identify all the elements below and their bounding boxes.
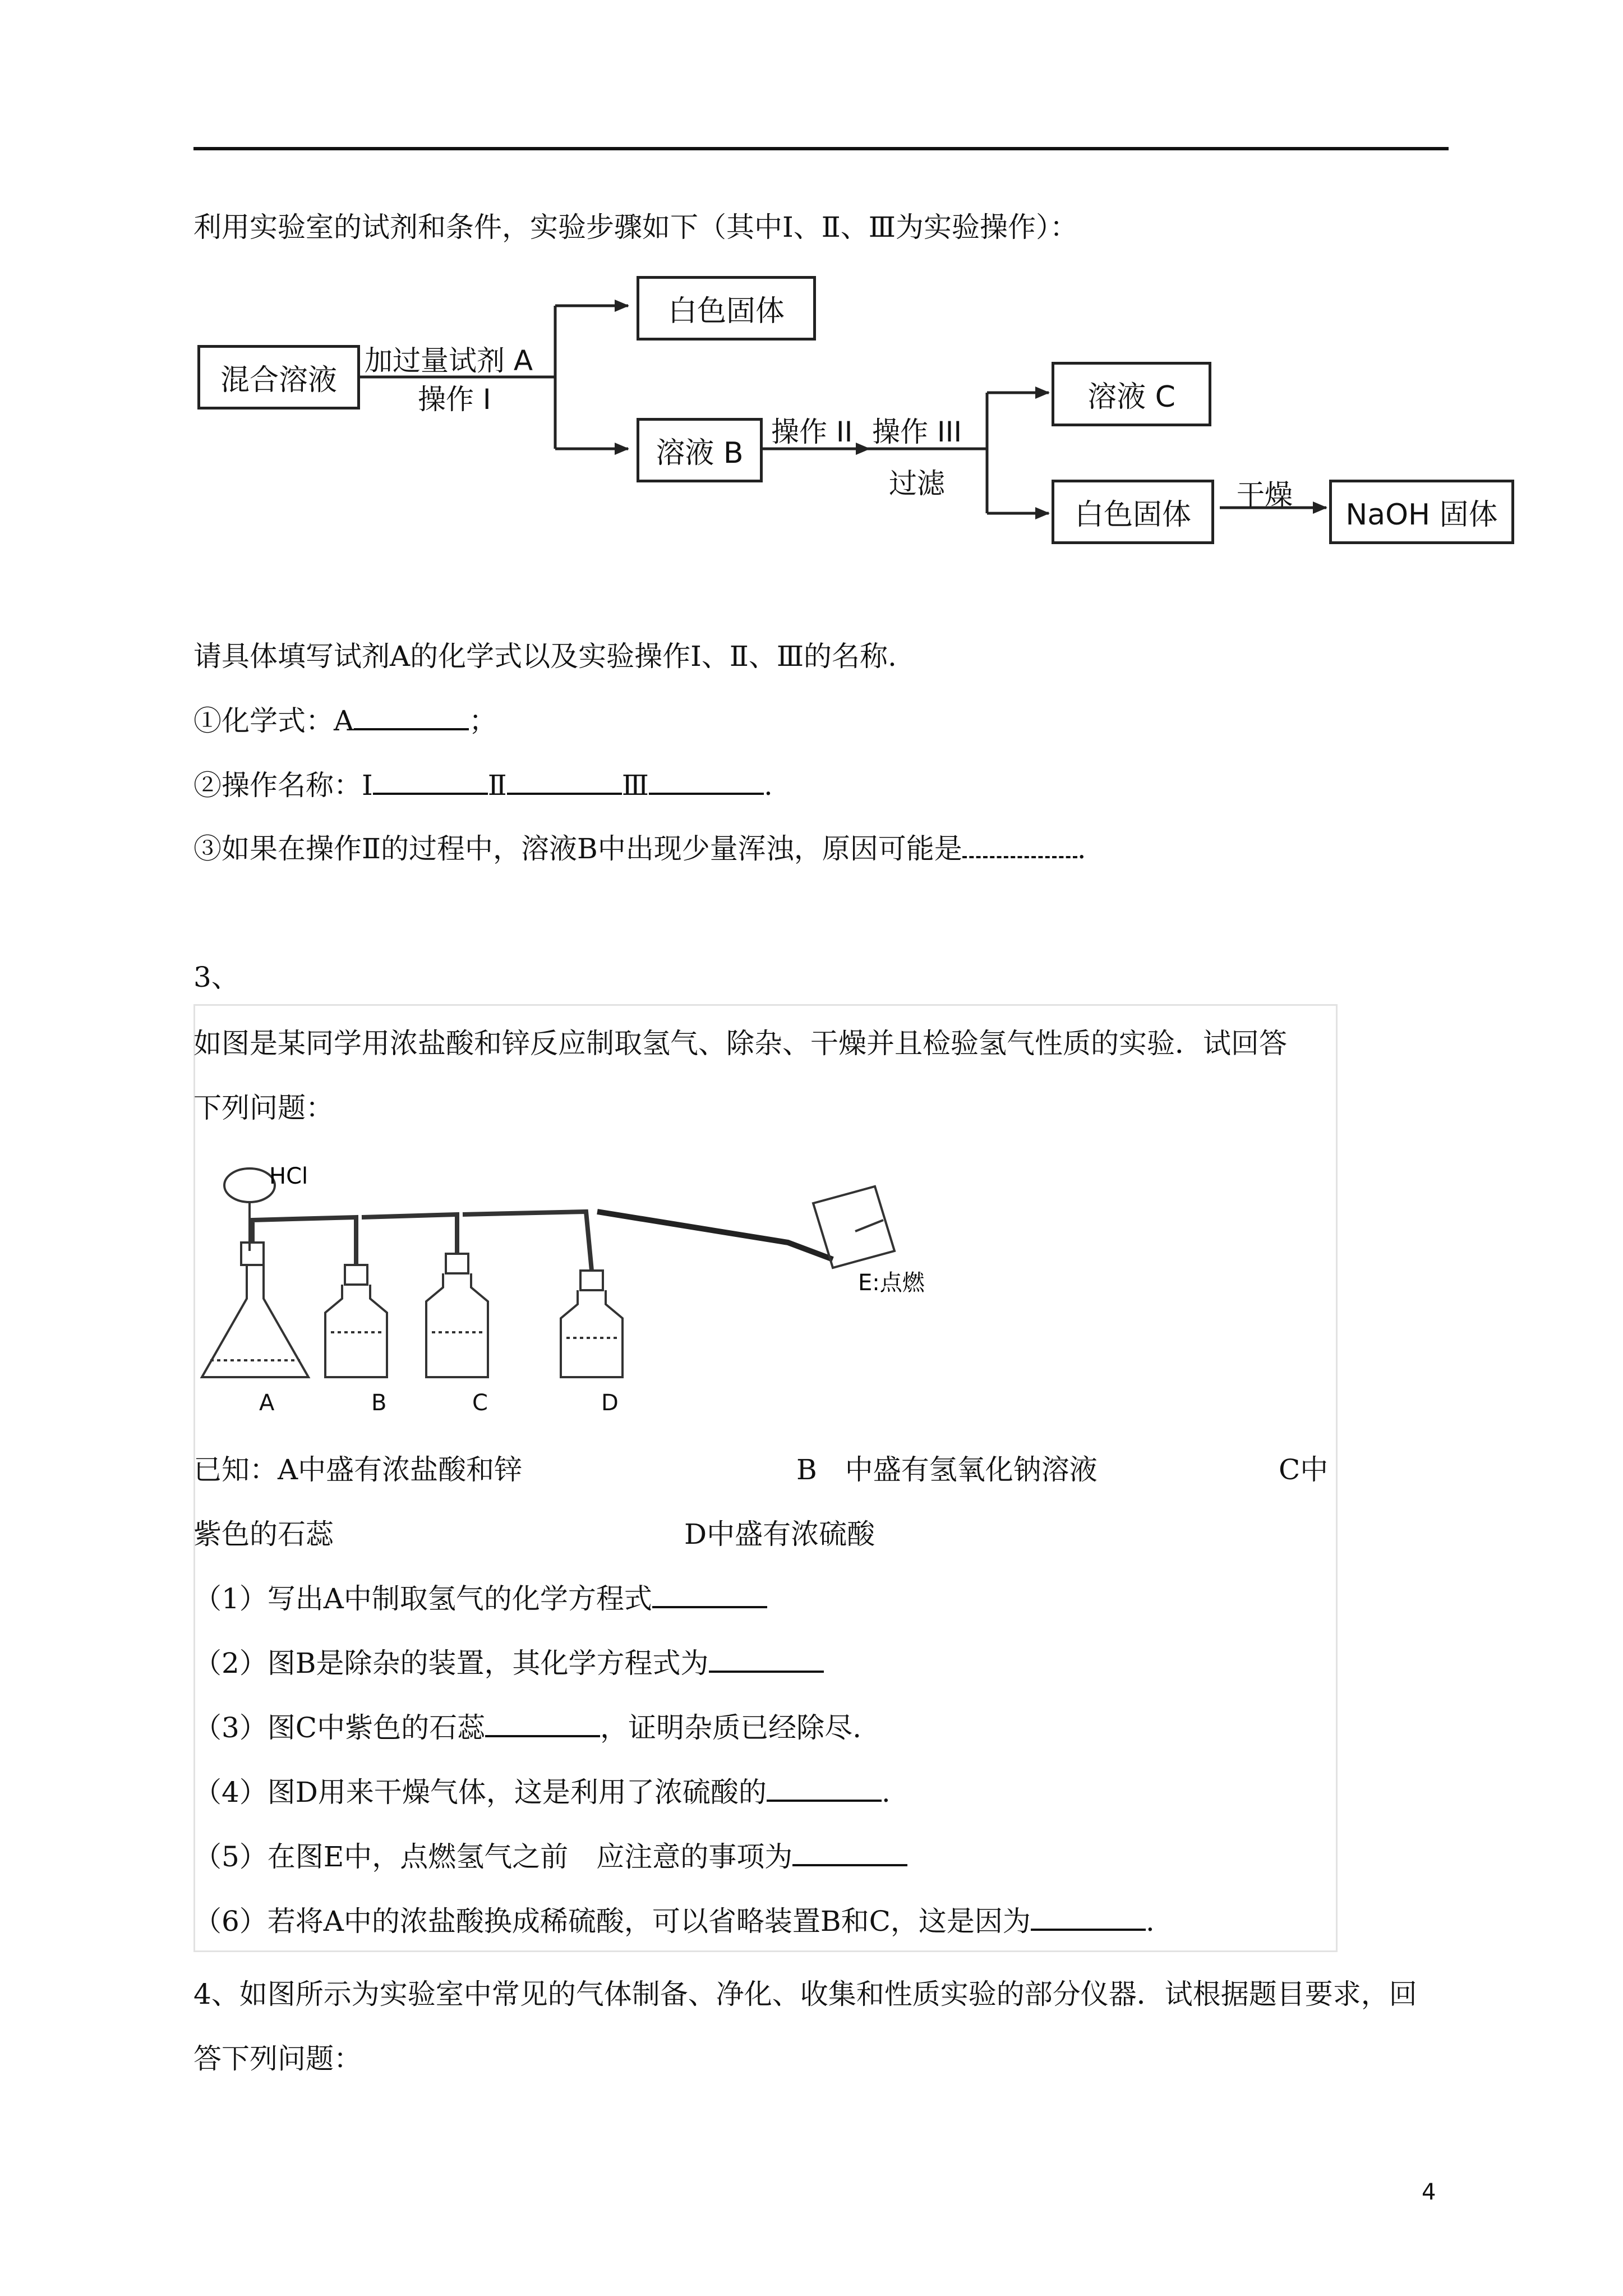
flow-box-naoh: NaOH 固体 <box>1329 480 1514 544</box>
flow-label-op3: 操作 III <box>872 416 962 448</box>
flow-label-op2: 操作 II <box>771 416 853 448</box>
q3-sub3-end: ，证明杂质已经除尽. <box>600 1711 861 1744</box>
flow-box-white-solid-2: 白色固体 <box>1052 480 1214 544</box>
q3-sub6-text: （6）若将A中的浓盐酸换成稀硫酸，可以省略装置B和C，这是因为 <box>193 1905 1031 1938</box>
flow-label-op1: 操作 I <box>418 383 491 416</box>
apparatus-label-b: B <box>371 1390 387 1416</box>
q3-known-b: B 中盛有氢氧化钠溶液 <box>796 1453 1098 1486</box>
answer-blank[interactable] <box>507 770 622 795</box>
q2-item1-end: ； <box>469 705 497 737</box>
q2-item1-text: ①化学式：A <box>193 705 354 737</box>
answer-blank[interactable] <box>373 770 488 795</box>
q3-sub1-text: （1）写出A中制取氢气的化学方程式 <box>193 1582 652 1615</box>
q3-known-c-start: C中 <box>1279 1453 1329 1486</box>
answer-blank[interactable] <box>652 1584 767 1608</box>
q3-known-a: 已知：A中盛有浓盐酸和锌 <box>193 1453 523 1486</box>
q2-item2-iii: Ⅲ <box>621 769 649 802</box>
q2-item1 <box>193 704 497 738</box>
flow-box-mixed-solution: 混合溶液 <box>197 345 360 409</box>
flow-box-white-solid-1: 白色固体 <box>637 276 816 341</box>
q3-sub1 <box>193 1582 767 1616</box>
apparatus-label-a: A <box>259 1390 275 1416</box>
q2-item2-end: . <box>763 769 773 802</box>
answer-blank[interactable] <box>354 706 469 730</box>
q2-item2-text: ②操作名称：Ⅰ <box>193 769 373 802</box>
answer-blank[interactable] <box>767 1777 882 1802</box>
answer-blank[interactable] <box>649 770 764 795</box>
q2-prompt: 请具体填写试剂A的化学式以及实验操作Ⅰ、Ⅱ、Ⅲ的名称. <box>193 640 897 673</box>
q3-sub5-text: （5）在图E中，点燃氢气之前 应注意的事项为 <box>193 1841 793 1873</box>
answer-blank[interactable] <box>709 1648 824 1673</box>
apparatus-figure <box>193 1153 951 1433</box>
q3-known-c-end: 紫色的石蕊 <box>193 1518 334 1550</box>
answer-blank[interactable] <box>792 1842 907 1866</box>
q3-intro-line1: 如图是某同学用浓盐酸和锌反应制取氢气、除杂、干燥并且检验氢气性质的实验．试回答 <box>193 1027 1287 1060</box>
q3-sub4-end: . <box>881 1776 891 1809</box>
flow-label-add-reagent: 加过量试剂 A <box>365 344 533 377</box>
q3-intro-line2: 下列问题： <box>193 1092 334 1124</box>
q3-sub2 <box>193 1646 824 1680</box>
q3-sub4-text: （4）图D用来干燥气体，这是利用了浓硫酸的 <box>193 1776 767 1809</box>
q2-item3-end: . <box>1077 832 1086 865</box>
q2-intro: 利用实验室的试剂和条件，实验步骤如下（其中Ⅰ、Ⅱ、Ⅲ为实验操作）： <box>193 211 1078 243</box>
answer-blank[interactable] <box>962 834 1077 858</box>
q3-sub2-text: （2）图B是除杂的装置，其化学方程式为 <box>193 1647 709 1680</box>
q4-line2: 答下列问题： <box>193 2042 362 2075</box>
q3-sub6-end: . <box>1145 1905 1155 1938</box>
q2-item2-ii: Ⅱ <box>487 769 507 802</box>
q3-sub4 <box>193 1775 891 1809</box>
q3-sub6 <box>193 1904 1155 1938</box>
hcl-label: HCl <box>269 1163 308 1189</box>
q3-sub3 <box>193 1711 861 1745</box>
q3-known-d: D中盛有浓硫酸 <box>684 1518 875 1550</box>
answer-blank[interactable] <box>1031 1906 1146 1931</box>
page-number: 4 <box>1422 2179 1436 2205</box>
e-ignite-label: E:点燃 <box>858 1270 925 1296</box>
q3-sub3-text: （3）图C中紫色的石蕊 <box>193 1711 486 1744</box>
flow-label-filter: 过滤 <box>889 467 945 500</box>
q2-item2 <box>193 769 773 802</box>
answer-blank[interactable] <box>485 1713 600 1737</box>
q4-line1: 4、如图所示为实验室中常见的气体制备、净化、收集和性质实验的部分仪器．试根据题目要求，回 <box>193 1978 1417 2010</box>
q3-number: 3、 <box>193 961 239 993</box>
q3-sub5 <box>193 1840 907 1874</box>
apparatus-label-c: C <box>472 1390 488 1416</box>
flow-label-dry: 干燥 <box>1237 478 1293 511</box>
flow-box-solution-b: 溶液 B <box>637 418 763 482</box>
q2-item3-text: ③如果在操作Ⅱ的过程中，溶液B中出现少量浑浊，原因可能是 <box>193 832 962 865</box>
q2-item3 <box>193 832 1086 866</box>
apparatus-label-d: D <box>601 1390 619 1416</box>
flow-box-solution-c: 溶液 C <box>1052 362 1211 426</box>
